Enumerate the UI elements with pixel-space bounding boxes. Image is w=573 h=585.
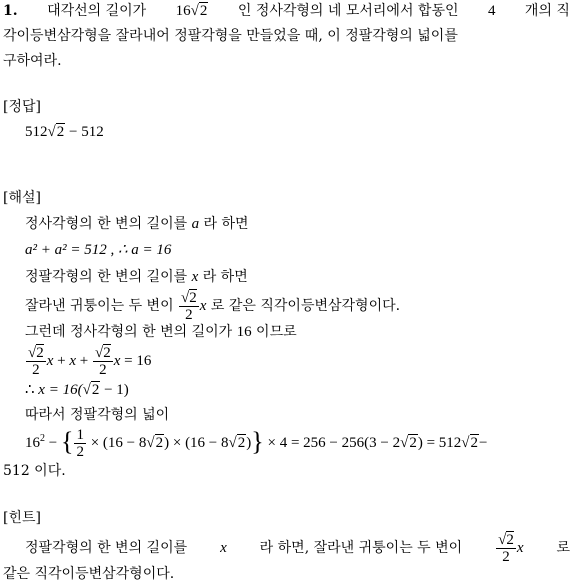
text: 정팔각형의 한 변의 길이를 bbox=[25, 269, 188, 285]
solution-line-1 bbox=[25, 213, 249, 235]
text: 정팔각형의 한 변의 길이를 bbox=[25, 540, 188, 556]
fraction bbox=[74, 427, 86, 460]
numerator: 1 bbox=[76, 427, 84, 444]
count-value: 4 bbox=[487, 3, 496, 19]
base: 16 bbox=[25, 435, 40, 451]
problem-text-1d: 개의 직 bbox=[524, 3, 570, 19]
radicand: 2 bbox=[91, 382, 100, 398]
answer-rest: − 512 bbox=[68, 124, 104, 140]
variable-a: a bbox=[191, 216, 200, 232]
diagonal-value bbox=[176, 0, 209, 22]
text: 이므로 bbox=[256, 324, 297, 340]
radical-glyph: √ bbox=[146, 435, 155, 451]
solution-line-4 bbox=[25, 288, 400, 324]
solution-line-5 bbox=[25, 321, 297, 343]
problem-text-1b: 인 정사각형의 네 모서리에서 합동인 bbox=[237, 3, 459, 19]
text: 라 하면 bbox=[203, 216, 249, 232]
text: 정사각형의 한 변의 길이를 bbox=[25, 216, 188, 232]
solution-line-3 bbox=[25, 266, 248, 288]
diagonal-coef: 16 bbox=[175, 3, 191, 19]
sqrt-symbol bbox=[83, 379, 101, 401]
radicand: 2 bbox=[506, 531, 514, 548]
term: × 4 = 256 − 256(3 − 2 bbox=[267, 435, 401, 451]
problem-line-3: 구하여라. bbox=[3, 53, 62, 69]
variable-x: x bbox=[199, 298, 207, 314]
term: ) × (16 − 8 bbox=[164, 435, 229, 451]
denominator: 2 bbox=[32, 362, 40, 379]
fraction bbox=[26, 345, 46, 378]
text: 로 같은 직각이등변삼각형이다. bbox=[210, 298, 401, 314]
sqrt-symbol bbox=[191, 0, 209, 22]
left-brace: { bbox=[60, 427, 74, 456]
text: 그런데 정사각형의 한 변의 길이가 bbox=[25, 324, 233, 340]
solution-line-7 bbox=[25, 379, 129, 401]
solution-header: [해설] bbox=[3, 190, 41, 206]
answer-coef: 512 bbox=[25, 124, 48, 140]
fraction-term bbox=[495, 529, 523, 567]
text: 라 하면 bbox=[202, 269, 248, 285]
denominator: 2 bbox=[185, 306, 193, 323]
fraction bbox=[93, 345, 113, 378]
problem-text-1a: 대각선의 길이가 bbox=[47, 3, 147, 19]
radical-glyph: √ bbox=[400, 435, 409, 451]
equation: x = 16( bbox=[38, 382, 83, 398]
solution-line-2: a² + a² = 512 , ∴ a = 16 bbox=[25, 242, 172, 258]
problem-line-1 bbox=[3, 0, 570, 22]
solution-line-10: 512 이다. bbox=[3, 463, 66, 479]
text: 로 bbox=[556, 540, 570, 556]
radicand: 2 bbox=[103, 345, 111, 362]
radicand: 2 bbox=[199, 3, 208, 19]
radicand: 2 bbox=[155, 435, 164, 451]
text: 잘라낸 귀퉁이는 두 변이 bbox=[25, 298, 174, 314]
problem-number: 1. bbox=[3, 3, 18, 19]
radicand: 2 bbox=[36, 345, 44, 362]
variable-x: x bbox=[46, 353, 54, 369]
right-brace: } bbox=[251, 427, 264, 456]
sqrt-symbol bbox=[229, 423, 247, 463]
term: ) = 512 bbox=[417, 435, 462, 451]
hint-header: [힌트] bbox=[3, 510, 41, 526]
variable-x: x bbox=[191, 269, 199, 285]
variable-x: x bbox=[516, 540, 524, 556]
radical-glyph: √ bbox=[82, 382, 91, 398]
rhs: = 16 bbox=[124, 353, 152, 369]
term: × (16 − 8 bbox=[90, 435, 147, 451]
exponent: 2 bbox=[40, 433, 45, 444]
number: 16 bbox=[236, 324, 252, 340]
problem-line-2: 각이등변삼각형을 잘라내어 정팔각형을 만들었을 때, 이 정팔각형의 넓이를 bbox=[3, 28, 458, 44]
text: 라 하면, 잘라낸 귀퉁이는 두 변이 bbox=[259, 540, 463, 556]
radical-glyph: √ bbox=[498, 531, 507, 548]
radical-glyph: √ bbox=[28, 345, 37, 362]
variable-x: x bbox=[69, 353, 77, 369]
sqrt-symbol bbox=[146, 423, 164, 463]
radicand: 2 bbox=[56, 124, 65, 140]
radicand: 2 bbox=[189, 289, 197, 306]
sqrt-symbol bbox=[48, 121, 66, 143]
radical-glyph: √ bbox=[461, 435, 470, 451]
radicand: 2 bbox=[470, 435, 479, 451]
fraction bbox=[496, 532, 516, 565]
hint-line-2: 같은 직각이등변삼각형이다. bbox=[3, 566, 175, 582]
operator: − bbox=[479, 435, 488, 451]
fraction bbox=[179, 290, 199, 323]
radical-glyph: √ bbox=[47, 124, 56, 140]
denominator: 2 bbox=[76, 444, 84, 461]
radical-glyph: √ bbox=[228, 435, 237, 451]
solution-line-8: 따라서 정팔각형의 넓이 bbox=[25, 407, 170, 423]
answer-header: [정답] bbox=[3, 99, 41, 115]
radical-glyph: √ bbox=[190, 3, 199, 19]
denominator: 2 bbox=[99, 362, 107, 379]
variable-x: x bbox=[113, 353, 121, 369]
radical-glyph: √ bbox=[181, 289, 190, 306]
radicand: 2 bbox=[237, 435, 246, 451]
hint-line-1 bbox=[25, 529, 570, 567]
variable-x: x bbox=[220, 540, 227, 556]
sqrt-symbol bbox=[461, 423, 479, 463]
operator: − bbox=[48, 435, 58, 451]
sqrt-symbol bbox=[400, 423, 418, 463]
solution-line-9 bbox=[25, 423, 488, 463]
radicand: 2 bbox=[409, 435, 417, 451]
term: ) bbox=[246, 435, 252, 451]
radical-glyph: √ bbox=[95, 345, 104, 362]
therefore-symbol: ∴ bbox=[25, 382, 35, 398]
equation-end: − 1) bbox=[104, 382, 129, 398]
denominator: 2 bbox=[502, 548, 510, 565]
solution-line-6: $\frac{√2}{2}$ x + x + $\frac{√2}{2}$ x = 16 bbox=[28, 345, 152, 379]
answer-value bbox=[25, 121, 104, 143]
